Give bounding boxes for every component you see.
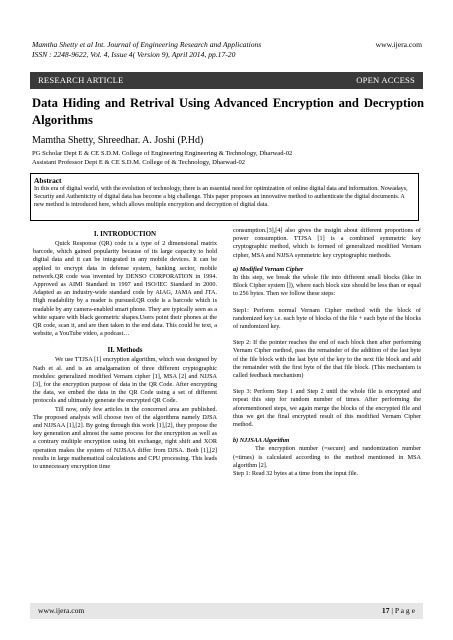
abstract-heading: Abstract xyxy=(34,176,62,185)
step-3-paragraph: Step 3: Perform Step 1 and Step 2 until the whole file is encrypted and repeat this step for random number of times. After performing the aforementioned steps, we again merge the blocks of the encrypted file and thus we get the final encrypted result of this modified Vernam Cipher method. xyxy=(233,388,421,429)
page-label: | P a g e xyxy=(389,606,415,615)
page-footer xyxy=(30,603,423,619)
methods-paragraph-1: We use TTJSA [1] encryption algorithm, which was designed by Nath et al. and is an amalgamation of three different cryptographic modules: generalized modified Vernam cipher [1], MSA [2] and NJJSA [3], for the encryption purpose of data in the QR Code. After encrypting the data, we embed the data in the QR Code using a set of different protocols and ultimately generate the encrypted QR Code. xyxy=(33,356,217,405)
step-1-paragraph: Step1: Perform normal Vernam Cipher method with the block of randomized key i.e. each byte of blocks of the file + each byte of the blocks of randomized key. xyxy=(233,306,421,331)
affiliation-1: PG Scholar Dept E & CE S.D.M. College of Engineering Engineering & Technology, Dharwad-02 xyxy=(32,150,293,157)
intro-paragraph: Quick Response (QR) code is a type of 2 dimensional matrix barcode, which gained popularity because of its large capacity to hold digital data and it can be integrated in any mobile devices. It can be applied to encrypt data in defense system, banking sector, mobile network.QR code was invented by DENSO CORPORATION in 1994. Approved as AIMI Standard in 1997 and ISO/IEC Standard in 2000. Adapted as an industry-wide standard code by AIAG, JAMA and JTA. High readability by a reader is pursued.QR code is a barcode which is readable by any camera-enabled smart phone. They are typically seen as a white square with black geometric shapes.Users point their phones at the QR code, scan it, and are then taken to the end data. This could be text, a website, a YouTube video, a podcast… xyxy=(33,240,217,338)
author-affiliations xyxy=(32,149,292,168)
journal-citation: Mamtha Shetty et al Int. Journal of Engineering Research and Applications xyxy=(32,40,262,49)
abstract-box xyxy=(30,173,419,221)
footer-page-number xyxy=(382,603,415,619)
subsection-b-heading: b) NJJSAA Algorithm xyxy=(233,437,290,445)
section-2-heading: II. Methods xyxy=(107,346,143,355)
step-2-paragraph: Step 2: If the pointer reaches the end of each block then after performing Vernam Cipher method, pass the remainder of the addition of the last byte of the file block with the last byte of the key to the next file block and add the remainder with the first byte of the that file block. (This mechanism is called feedback mechanism) xyxy=(233,339,421,380)
abstract-text: In this era of digital world, with the evolution of technology, there is an essential need for optimization of online digital data and information. Nowadays, Security and Authenticity of digital data has become a big challenge. This paper proposes an innovative method to authenticate the digital documents. A new method is introduced here, which allows multiple encryption and decryption of digital data. xyxy=(34,186,408,209)
article-type-band xyxy=(30,72,423,89)
vernam-intro-paragraph: In this step, we break the whole file into different small blocks (like in Block Cipher system []), where each block size should be less than or equal to 256 bytes. Then we follow these steps: xyxy=(233,274,421,298)
footer-website-link[interactable]: www.ijera.com xyxy=(38,606,85,615)
journal-header xyxy=(32,40,422,60)
njjsaa-step-1: Step 1: Read 32 bytes at a time from the input file. xyxy=(233,470,359,478)
open-access-label: OPEN ACCESS xyxy=(356,75,415,85)
subsection-a-heading: a) Modified Vernam Cipher xyxy=(233,265,304,273)
paper-title: Data Hiding and Retrival Using Advanced Encryption and Decryption Algorithms xyxy=(32,96,424,127)
page-number: 17 xyxy=(381,606,390,615)
right-column xyxy=(233,227,421,478)
paper-authors: Mamtha Shetty, Shreedhar. A. Joshi (P.Hd) xyxy=(32,135,204,146)
left-column xyxy=(33,230,217,471)
affiliation-2: Assistant Professor Dept E & CE S.D.M. College of & Technology, Dharwad-02 xyxy=(32,159,246,167)
ttjsa-paragraph: consumption.[3],[4] also gives the insight about different proportions of power consumption. TTJSA [1] is a combined symmetric key cryptographic method, which is formed of generalized modified Vernam cipher, MSA and NJJSA symmetric key cryptographic methods. xyxy=(233,227,421,259)
journal-issn: ISSN : 2248-9622, Vol. 4, Issue 4( Version 9), April 2014, pp.17-20 xyxy=(32,50,236,59)
njjsaa-paragraph: The encryption number (=secure) and randomization number (=times) is calculated according to the method mentioned in MSA algorithm [2]. xyxy=(233,445,421,469)
section-1-heading: I. INTRODUCTION xyxy=(93,230,157,238)
header-website-link[interactable]: www.ijera.com xyxy=(375,40,422,49)
methods-paragraph-2: Till now, only few articles in the concerned area are published. The proposed analysis will choose two of the algorithms namely DJSA and NJJSAA [1],[2]. By going through this work [1],[2], they propose the key generation and almost the same process for the encryption as well as a contrary multiple encryption using bit exchange, right shift and XOR operation makes the system of NJJSAA differ from DJSA. Both [1],[2] results in large mathematical calculations and CPU processing. This leads to unnecessary encryption time xyxy=(33,405,217,471)
article-type-label: RESEARCH ARTICLE xyxy=(38,75,124,85)
